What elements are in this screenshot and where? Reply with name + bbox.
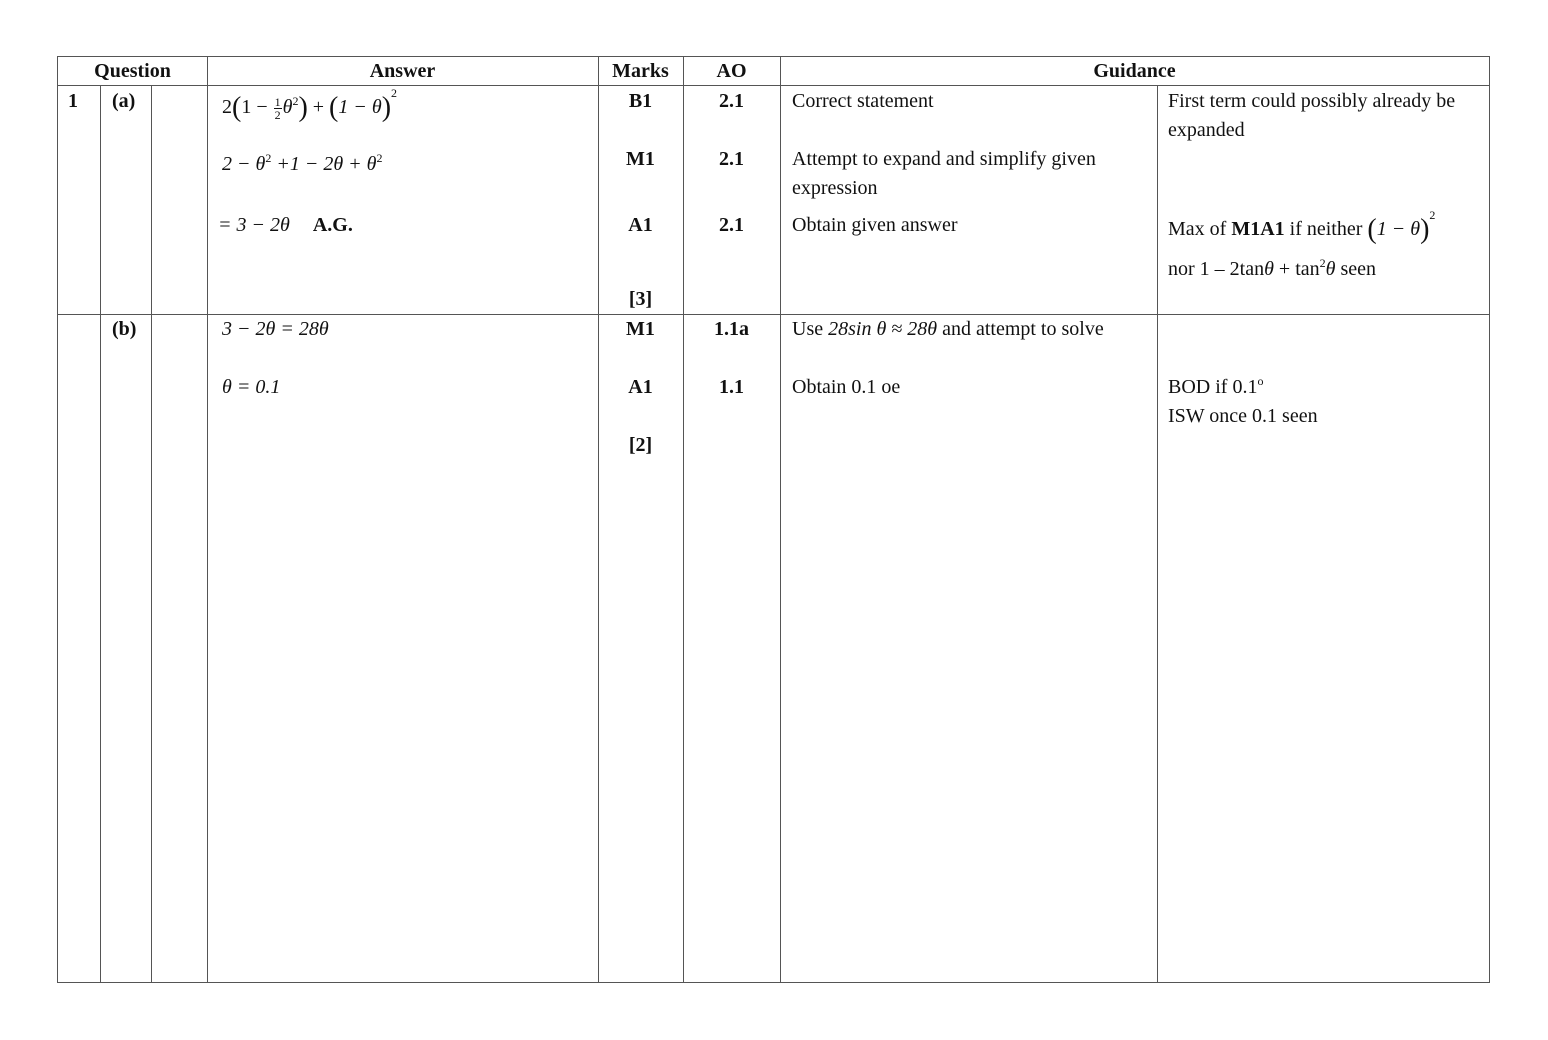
ao-a3: 2.1 xyxy=(719,214,744,236)
col-divider xyxy=(1157,85,1158,982)
guidance-bold: M1A1 xyxy=(1231,218,1285,240)
plus-sign: + xyxy=(307,96,330,118)
mark-b2: A1 xyxy=(628,376,653,398)
answer-b-line1: 3 − 2θ = 28θ xyxy=(222,318,329,340)
guidance-a2: Attempt to expand and simplify given expression xyxy=(792,148,1096,199)
mark-a3: A1 xyxy=(628,214,653,236)
answer-b-line2: θ = 0.1 xyxy=(222,376,281,398)
guidance-text: Max of xyxy=(1168,218,1232,240)
answer-a-line1 xyxy=(222,86,398,123)
answer-a-line3 xyxy=(218,211,353,240)
ao-b1: 1.1a xyxy=(714,318,749,340)
ao-a1: 2.1 xyxy=(719,90,744,112)
theta-symbol: θ xyxy=(1325,258,1336,280)
header-divider xyxy=(58,85,1489,86)
fraction-denominator: 2 xyxy=(274,107,281,122)
answer-given-tag: A.G. xyxy=(312,214,353,236)
part-label-a: (a) xyxy=(112,90,136,112)
exponent: 2 xyxy=(1319,256,1326,270)
question-number: 1 xyxy=(68,90,78,112)
guidance-b2: Obtain 0.1 oe xyxy=(792,376,901,398)
exponent: 2 xyxy=(1429,208,1436,222)
answer-term: = 3 − 2θ xyxy=(218,214,290,236)
guidance-text: BOD if 0.1 xyxy=(1168,376,1258,398)
answer-term: 2 − θ xyxy=(222,153,266,175)
guidance-text: seen xyxy=(1335,258,1377,280)
guidance-a1: Correct statement xyxy=(792,90,934,112)
col-divider xyxy=(100,85,101,982)
header-ao: AO xyxy=(716,60,747,82)
part-label-b: (b) xyxy=(112,318,137,340)
guidance-right-b1 xyxy=(1168,373,1263,402)
answer-a-line2 xyxy=(222,150,382,179)
paren-close: ) xyxy=(1420,214,1430,245)
col-divider xyxy=(598,57,599,982)
paren-close: ) xyxy=(298,92,308,123)
header-question: Question xyxy=(94,60,171,82)
paren-open: ( xyxy=(329,92,339,123)
answer-term: 2 xyxy=(222,96,232,118)
mark-a1: B1 xyxy=(628,90,653,112)
guidance-a3: Obtain given answer xyxy=(792,214,958,236)
col-divider xyxy=(207,57,208,982)
paren-open: ( xyxy=(1367,214,1377,245)
guidance-text: and attempt to solve xyxy=(937,318,1104,340)
guidance-math: 1 − θ xyxy=(1376,218,1421,240)
guidance-right-a2-line2 xyxy=(1168,255,1376,284)
markscheme-table xyxy=(57,56,1490,983)
mark-b1: M1 xyxy=(626,318,655,340)
guidance-b1 xyxy=(792,315,1104,344)
guidance-text: + tan xyxy=(1273,258,1320,280)
mark-b-total: [2] xyxy=(628,434,653,456)
col-divider xyxy=(151,85,152,982)
col-divider xyxy=(683,57,684,982)
mark-a-total: [3] xyxy=(628,288,653,310)
fraction-half xyxy=(274,96,282,121)
theta-symbol: θ xyxy=(282,96,293,118)
col-divider xyxy=(780,57,781,982)
header-answer: Answer xyxy=(369,60,436,82)
ao-a2: 2.1 xyxy=(719,148,744,170)
answer-term: +1 − 2θ + θ xyxy=(271,153,377,175)
header-marks: Marks xyxy=(612,60,669,82)
paren-open: ( xyxy=(232,92,242,123)
guidance-text: if neither xyxy=(1284,218,1368,240)
guidance-right-b2: ISW once 0.1 seen xyxy=(1168,405,1318,427)
degree-symbol: o xyxy=(1257,374,1264,388)
exponent: 2 xyxy=(265,151,272,165)
header-guidance: Guidance xyxy=(1093,60,1176,82)
exponent: 2 xyxy=(292,94,299,108)
exponent: 2 xyxy=(391,86,398,100)
fraction-numerator: 1 xyxy=(274,94,281,109)
exponent: 2 xyxy=(376,151,383,165)
mark-a2: M1 xyxy=(626,148,655,170)
ao-b2: 1.1 xyxy=(719,376,744,398)
theta-symbol: θ xyxy=(1264,258,1274,280)
paren-close: ) xyxy=(381,92,392,123)
answer-term: 1 − θ xyxy=(338,96,382,118)
answer-term: 1 − xyxy=(241,96,273,118)
guidance-text: Use xyxy=(792,318,829,340)
guidance-math: 28sin θ ≈ 28θ xyxy=(828,318,938,340)
guidance-right-a2 xyxy=(1168,208,1436,245)
guidance-right-a1: First term could possibly already be expanded xyxy=(1168,90,1456,141)
guidance-text: nor 1 – 2tan xyxy=(1168,258,1265,280)
